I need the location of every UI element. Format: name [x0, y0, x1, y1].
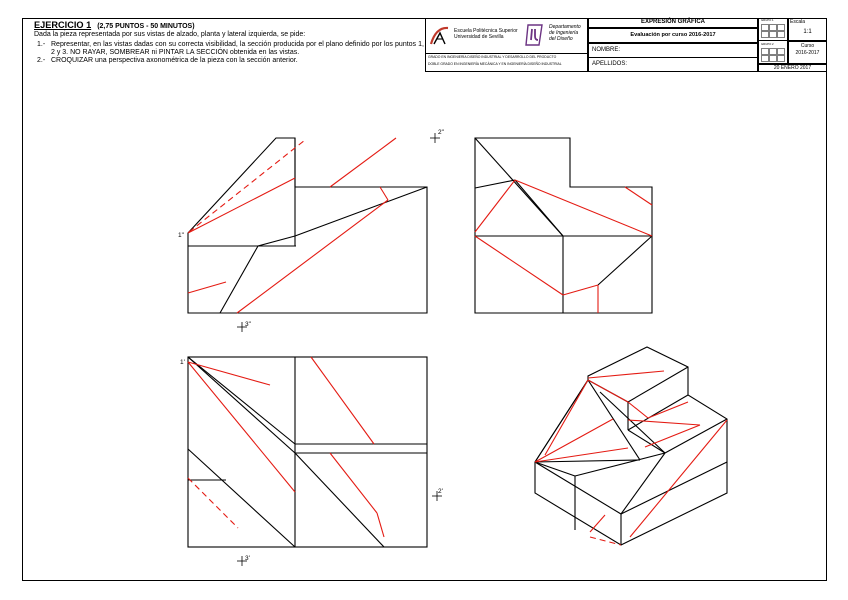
item-number: 2.-: [37, 57, 46, 65]
plan-view: [188, 357, 427, 547]
university-name: Universidad de Sevilla: [454, 34, 504, 40]
elevation-section: [188, 138, 396, 313]
department-line-1: Departamento: [549, 24, 581, 30]
surname-label: APELLIDOS:: [592, 61, 628, 67]
point-1-elevation-label: 1": [178, 232, 184, 239]
item-text: CROQUIZAR una perspectiva axonométrica de la pieza con la sección anterior.: [51, 57, 298, 65]
item-text: Representar, en las vistas dadas con su correcta visibilidad, la sección producida por el plano definido por los puntos 1, 2 y 3. NO RAYAR, SOMBREAR ni PINTAR LA SECCIÓN obtenida en las vistas.: [51, 40, 424, 56]
course-value: 2016-2017: [795, 50, 820, 56]
exercise-intro: Dada la pieza representada por sus vistas de alzado, planta y lateral izquierda, se pide:: [34, 31, 306, 39]
course-label: Curso: [800, 43, 815, 49]
elevation-view: [188, 138, 427, 313]
item-number: 1.-: [37, 40, 46, 48]
subject-title: EXPRESIÓN GRÁFICA: [640, 19, 705, 25]
scale-value: 1:1: [803, 29, 812, 35]
point-1-plan-label: 1': [180, 359, 185, 366]
point-3-elevation-label: 3": [245, 321, 251, 328]
point-3-plan-label: 3': [245, 555, 250, 562]
name-label: NOMBRE:: [592, 47, 621, 53]
exam-date: 20 ENERO 2017: [773, 64, 812, 71]
exercise-points: (2,75 PUNTOS - 50 MINUTOS): [97, 23, 195, 30]
degree-line-2: DOBLE GRADO EN INGENIERÍA MECÁNICA Y EN INGENIERÍA DISEÑO INDUSTRIAL: [428, 62, 562, 66]
group2-label: GRUPO 2: [761, 42, 774, 46]
axonometric-section: [535, 371, 727, 545]
department-line-2: de Ingeniería: [549, 30, 579, 36]
exercise-title: EJERCICIO 1: [34, 20, 92, 30]
school-name: Escuela Politécnica Superior: [454, 28, 518, 34]
evaluation-title: Evaluación por curso 2016-2017: [630, 32, 716, 38]
group1-label: GRUPO 1: [761, 18, 774, 22]
point-2-elevation-label: 2": [438, 129, 444, 136]
point-markers: [237, 133, 442, 566]
degree-line-1: GRADO EN INGENIERÍA DISEÑO INDUSTRIAL Y DESARROLLO DEL PRODUCTO: [428, 55, 557, 59]
department-line-3: del Diseño: [549, 36, 573, 42]
scale-label: Escala: [790, 19, 806, 25]
point-2-plan-label: 2': [438, 488, 443, 495]
